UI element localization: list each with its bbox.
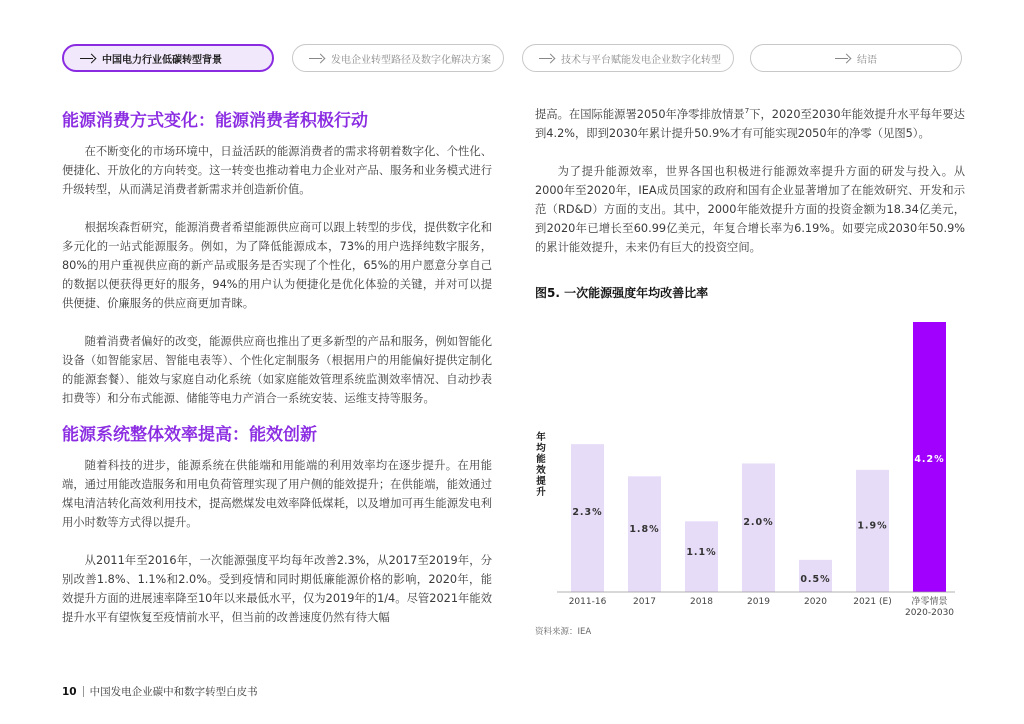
section-nav	[62, 44, 962, 72]
paragraph: 根据埃森哲研究，能源消费者希望能源供应商可以跟上转型的步伐，提供数字化和多元化的一站式能源服务。例如，为了降低能源成本，73%的用户选择纯数字服务，80%的用户重视供应商的新产品或服务是否实现了个性化，65%的用户愿意分享自己的数据以便获得更好的服务，94%的用户认为便捷化是优化体验的关键，并对可以提供便捷、价廉服务的供应商更加青睐。	[62, 221, 492, 310]
right-column	[535, 105, 965, 276]
chart-x-tick-label: 2018	[690, 597, 713, 607]
chart-x-tick-label: 2021 (E)	[853, 597, 892, 607]
tab-technology-platform[interactable]	[522, 44, 734, 72]
chart-data-label: 1.8%	[629, 523, 660, 535]
figure-source: 资料来源：IEA	[535, 627, 592, 637]
chart-x-tick-label: 2020-2030	[904, 608, 955, 618]
arrow-right-icon	[80, 54, 96, 62]
arrow-right-icon	[835, 54, 851, 62]
chart-data-label: 4.2%	[914, 454, 945, 465]
chart-data-label: 2.3%	[572, 507, 603, 519]
paragraph: 随着科技的进步，能源系统在供能端和用能端的利用效率均在逐步提升。在用能端，通过用能改造服务和用电负荷管理实现了用户侧的能效提升；在供能端，能效通过煤电清洁转化高效利用技术，提高燃煤发电效率降低煤耗，以及增加可再生能源发电利用小时数等方式得以提升。	[62, 459, 492, 529]
chart-data-label: 1.1%	[686, 547, 717, 559]
arrow-right-icon	[309, 54, 325, 62]
paragraph-text: 下，2020至2030年能效提升水平每年要达到4.2%，即到2030年累计提升50.9%才有可能实现2050年的净零（见图5）。	[535, 108, 965, 140]
chart-y-axis-label: 年均能效提升	[536, 432, 546, 498]
tab-low-carbon-background[interactable]	[62, 44, 274, 72]
chart-data-label: 2.0%	[743, 517, 774, 529]
paragraph: 在不断变化的市场环境中，日益活跃的能源消费者的需求将朝着数字化、个性化、便捷化、开放化的方向转变。这一转变也推动着电力企业对产品、服务和业务模式进行升级转型，从而满足消费者新需求并创造新价值。	[62, 145, 492, 196]
paragraph: 随着消费者偏好的改变，能源供应商也推出了更多新型的产品和服务，例如智能化设备（如智能家居、智能电表等）、个性化定制服务（根据用户的用能偏好提供定制化的能源套餐）、能效与家庭自动化系统（如家庭能效管理系统监测效率情况、自动抄表扣费等）和分布式能源、储能等电力产消合一系统安装、运维支持等服务。	[62, 335, 492, 405]
tab-transformation-path[interactable]	[292, 44, 504, 72]
chart-data-label: 1.9%	[857, 520, 888, 532]
figure-title: 图5. 一次能源强度年均改善比率	[535, 286, 709, 300]
chart-x-tick-label: 2019	[747, 597, 770, 607]
paragraph: 从2011年至2016年，一次能源强度平均每年改善2.3%，从2017至2019年，分别改善1.8%、1.1%和2.0%。受到疫情和同时期低廉能源价格的影响，2020年，能效提升方面的进展速率降至10年以来最低水平，仅为2019年的1/4。尽管2021年能效提升水平有望恢复至疫情前水平，但当前的改善速度仍然有待大幅	[62, 554, 492, 624]
page-number: 10	[62, 685, 77, 698]
arrow-right-icon	[539, 54, 555, 62]
section-heading-consumption: 能源消费方式变化：能源消费者积极行动	[62, 111, 368, 131]
paragraph: 为了提升能源效率，世界各国也积极进行能源效率提升方面的研发与投入。从2000年至2020年，IEA成员国家的政府和国有企业显著增加了在能效研究、开发和示范（RD&D）方面的支出。其中，2000年能效提升方面的投资金额为18.34亿美元，到2020年已增长至60.99亿美元，年复合增长率为6.19%。如要完成2030年50.9%的累计能效提升，未来仍有巨大的投资空间。	[535, 165, 965, 254]
chart-data-label: 0.5%	[800, 573, 831, 585]
paragraph-text: 提高。在国际能源署2050年净零排放情景	[535, 108, 745, 121]
left-column	[62, 108, 492, 646]
footnote-ref: 7	[744, 107, 750, 116]
footer-title: 中国发电企业碳中和数字转型白皮书	[89, 686, 258, 698]
tab-label: 中国电力行业低碳转型背景	[102, 54, 222, 66]
chart-x-tick-label: 2011-16	[568, 597, 607, 607]
chart-x-tick-label: 2017	[633, 597, 656, 607]
tab-conclusion[interactable]	[750, 44, 962, 72]
bar-chart	[535, 300, 965, 630]
tab-label: 技术与平台赋能发电企业数字化转型	[561, 54, 721, 66]
page-footer	[62, 684, 258, 699]
tab-label: 结语	[857, 54, 877, 66]
chart-x-tick-label: 2020	[804, 597, 827, 607]
paragraph	[535, 105, 965, 143]
tab-label: 发电企业转型路径及数字化解决方案	[331, 54, 491, 66]
chart-x-tick-label: 净零情景	[911, 597, 948, 607]
footer-divider	[83, 686, 84, 697]
section-heading-efficiency: 能源系统整体效率提高：能效创新	[62, 425, 317, 445]
